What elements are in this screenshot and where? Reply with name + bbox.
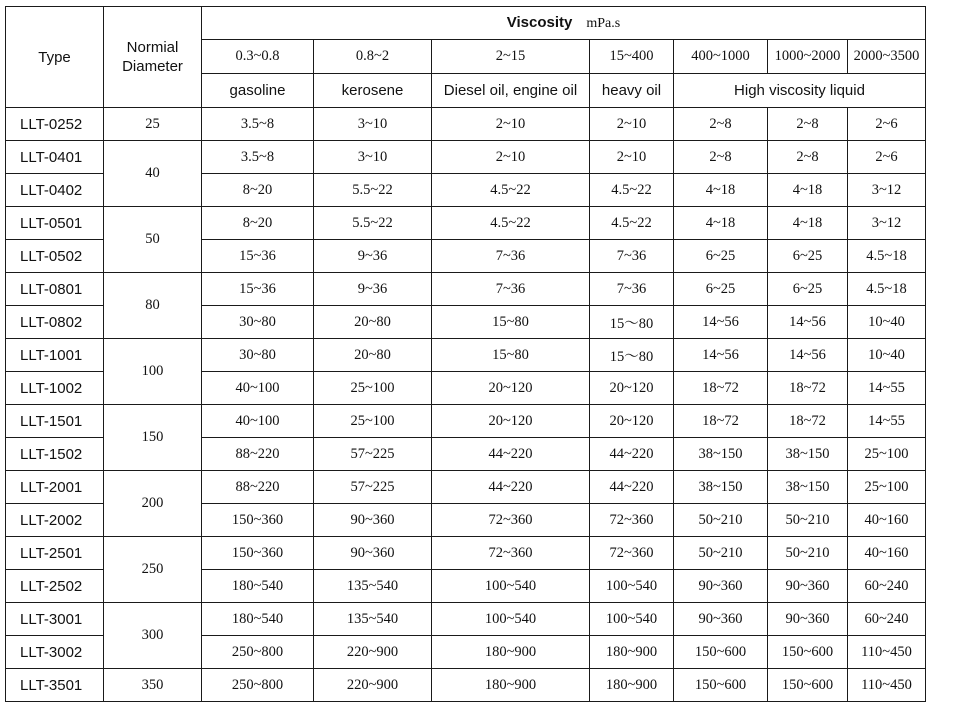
value-cell: 100~540	[432, 603, 590, 636]
value-cell: 72~360	[432, 504, 590, 537]
value-cell: 14~56	[768, 306, 848, 339]
value-cell: 150~600	[674, 636, 768, 669]
value-cell: 2~10	[432, 108, 590, 141]
value-cell: 50~210	[674, 504, 768, 537]
value-cell: 2~8	[674, 108, 768, 141]
value-cell: 90~360	[768, 603, 848, 636]
value-cell: 2~10	[432, 141, 590, 174]
type-cell: LLT-0801	[6, 273, 104, 306]
table-row	[6, 669, 926, 702]
value-cell: 40~160	[848, 537, 926, 570]
value-cell: 180~900	[432, 636, 590, 669]
range-header: 400~1000	[674, 40, 768, 74]
type-cell: LLT-2002	[6, 504, 104, 537]
viscosity-header	[202, 7, 926, 40]
value-cell: 2~6	[848, 141, 926, 174]
value-cell: 4~18	[768, 207, 848, 240]
value-cell: 88~220	[202, 438, 314, 471]
table-row	[6, 603, 926, 636]
value-cell: 72~360	[590, 537, 674, 570]
value-cell: 250~800	[202, 636, 314, 669]
type-cell: LLT-0401	[6, 141, 104, 174]
type-cell: LLT-0252	[6, 108, 104, 141]
table-row	[6, 273, 926, 306]
value-cell: 90~360	[674, 603, 768, 636]
type-cell: LLT-0502	[6, 240, 104, 273]
value-cell: 2~8	[768, 141, 848, 174]
value-cell: 7~36	[590, 273, 674, 306]
value-cell: 14~56	[768, 339, 848, 372]
value-cell: 90~360	[314, 537, 432, 570]
value-cell: 135~540	[314, 603, 432, 636]
type-cell: LLT-1502	[6, 438, 104, 471]
value-cell: 135~540	[314, 570, 432, 603]
value-cell: 3~10	[314, 141, 432, 174]
type-cell: LLT-3001	[6, 603, 104, 636]
value-cell: 60~240	[848, 570, 926, 603]
value-cell: 8~20	[202, 174, 314, 207]
value-cell: 150~600	[768, 669, 848, 702]
value-cell: 44~220	[590, 438, 674, 471]
type-cell: LLT-0802	[6, 306, 104, 339]
value-cell: 4.5~22	[590, 207, 674, 240]
value-cell: 4.5~18	[848, 240, 926, 273]
table-row	[6, 141, 926, 174]
value-cell: 6~25	[768, 240, 848, 273]
value-cell: 3.5~8	[202, 141, 314, 174]
value-cell: 57~225	[314, 471, 432, 504]
value-cell: 15～80	[590, 339, 674, 372]
table-row	[6, 207, 926, 240]
value-cell: 4.5~18	[848, 273, 926, 306]
value-cell: 2~8	[768, 108, 848, 141]
value-cell: 25~100	[848, 471, 926, 504]
value-cell: 14~55	[848, 372, 926, 405]
medium-header: kerosene	[314, 74, 432, 108]
value-cell: 10~40	[848, 339, 926, 372]
value-cell: 15~36	[202, 273, 314, 306]
value-cell: 4~18	[674, 207, 768, 240]
range-header: 1000~2000	[768, 40, 848, 74]
value-cell: 7~36	[590, 240, 674, 273]
value-cell: 50~210	[768, 504, 848, 537]
type-cell: LLT-2501	[6, 537, 104, 570]
diameter-cell: 80	[104, 273, 202, 339]
value-cell: 20~120	[432, 372, 590, 405]
medium-header: heavy oil	[590, 74, 674, 108]
medium-header: gasoline	[202, 74, 314, 108]
type-cell: LLT-2502	[6, 570, 104, 603]
value-cell: 6~25	[768, 273, 848, 306]
value-cell: 90~360	[314, 504, 432, 537]
value-cell: 18~72	[674, 405, 768, 438]
table-row	[6, 537, 926, 570]
value-cell: 90~360	[768, 570, 848, 603]
range-header: 0.3~0.8	[202, 40, 314, 74]
table-body	[6, 108, 926, 702]
value-cell: 3~10	[314, 108, 432, 141]
range-header: 15~400	[590, 40, 674, 74]
value-cell: 20~80	[314, 339, 432, 372]
value-cell: 110~450	[848, 636, 926, 669]
value-cell: 40~160	[848, 504, 926, 537]
value-cell: 2~10	[590, 108, 674, 141]
value-cell: 220~900	[314, 636, 432, 669]
value-cell: 180~540	[202, 570, 314, 603]
value-cell: 4.5~22	[432, 207, 590, 240]
value-cell: 7~36	[432, 273, 590, 306]
value-cell: 9~36	[314, 273, 432, 306]
value-cell: 72~360	[590, 504, 674, 537]
value-cell: 110~450	[848, 669, 926, 702]
value-cell: 7~36	[432, 240, 590, 273]
value-cell: 6~25	[674, 273, 768, 306]
value-cell: 180~900	[590, 636, 674, 669]
value-cell: 4~18	[674, 174, 768, 207]
value-cell: 25~100	[314, 405, 432, 438]
table-row	[6, 108, 926, 141]
value-cell: 8~20	[202, 207, 314, 240]
value-cell: 3~12	[848, 207, 926, 240]
value-cell: 4~18	[768, 174, 848, 207]
diameter-cell: 300	[104, 603, 202, 669]
value-cell: 250~800	[202, 669, 314, 702]
value-cell: 38~150	[768, 438, 848, 471]
value-cell: 30~80	[202, 306, 314, 339]
diameter-cell: 250	[104, 537, 202, 603]
value-cell: 3.5~8	[202, 108, 314, 141]
value-cell: 38~150	[768, 471, 848, 504]
value-cell: 60~240	[848, 603, 926, 636]
value-cell: 10~40	[848, 306, 926, 339]
value-cell: 5.5~22	[314, 207, 432, 240]
value-cell: 18~72	[768, 372, 848, 405]
type-cell: LLT-0402	[6, 174, 104, 207]
value-cell: 15~80	[432, 306, 590, 339]
value-cell: 38~150	[674, 471, 768, 504]
value-cell: 88~220	[202, 471, 314, 504]
value-cell: 15～80	[590, 306, 674, 339]
value-cell: 4.5~22	[590, 174, 674, 207]
value-cell: 180~540	[202, 603, 314, 636]
table-row	[6, 471, 926, 504]
type-cell: LLT-1002	[6, 372, 104, 405]
value-cell: 15~36	[202, 240, 314, 273]
value-cell: 180~900	[590, 669, 674, 702]
type-cell: LLT-2001	[6, 471, 104, 504]
value-cell: 44~220	[432, 438, 590, 471]
diameter-cell: 50	[104, 207, 202, 273]
value-cell: 72~360	[432, 537, 590, 570]
value-cell: 2~10	[590, 141, 674, 174]
medium-header: Diesel oil, engine oil	[432, 74, 590, 108]
value-cell: 14~56	[674, 306, 768, 339]
viscosity-unit: mPa.s	[586, 16, 621, 31]
viscosity-title: Viscosity	[506, 14, 573, 31]
type-cell: LLT-0501	[6, 207, 104, 240]
value-cell: 5.5~22	[314, 174, 432, 207]
type-header: Type	[6, 7, 104, 108]
value-cell: 50~210	[768, 537, 848, 570]
value-cell: 220~900	[314, 669, 432, 702]
value-cell: 9~36	[314, 240, 432, 273]
value-cell: 20~80	[314, 306, 432, 339]
diameter-cell: 25	[104, 108, 202, 141]
value-cell: 150~600	[674, 669, 768, 702]
diameter-cell: 350	[104, 669, 202, 702]
value-cell: 150~600	[768, 636, 848, 669]
value-cell: 50~210	[674, 537, 768, 570]
value-cell: 20~120	[590, 405, 674, 438]
value-cell: 38~150	[674, 438, 768, 471]
diameter-cell: 150	[104, 405, 202, 471]
value-cell: 14~55	[848, 405, 926, 438]
value-cell: 6~25	[674, 240, 768, 273]
table-row	[6, 405, 926, 438]
medium-header: High viscosity liquid	[674, 74, 926, 108]
value-cell: 15~80	[432, 339, 590, 372]
value-cell: 25~100	[314, 372, 432, 405]
value-cell: 4.5~22	[432, 174, 590, 207]
value-cell: 2~6	[848, 108, 926, 141]
viscosity-table	[5, 6, 926, 702]
value-cell: 3~12	[848, 174, 926, 207]
value-cell: 2~8	[674, 141, 768, 174]
value-cell: 44~220	[590, 471, 674, 504]
value-cell: 100~540	[590, 570, 674, 603]
value-cell: 25~100	[848, 438, 926, 471]
value-cell: 40~100	[202, 372, 314, 405]
value-cell: 150~360	[202, 537, 314, 570]
value-cell: 40~100	[202, 405, 314, 438]
type-cell: LLT-3002	[6, 636, 104, 669]
table-row	[6, 339, 926, 372]
diameter-header: Normial Diameter	[104, 7, 202, 108]
value-cell: 57~225	[314, 438, 432, 471]
value-cell: 14~56	[674, 339, 768, 372]
value-cell: 150~360	[202, 504, 314, 537]
value-cell: 18~72	[768, 405, 848, 438]
value-cell: 180~900	[432, 669, 590, 702]
value-cell: 18~72	[674, 372, 768, 405]
value-cell: 100~540	[590, 603, 674, 636]
value-cell: 20~120	[432, 405, 590, 438]
diameter-cell: 40	[104, 141, 202, 207]
range-header: 2~15	[432, 40, 590, 74]
type-cell: LLT-3501	[6, 669, 104, 702]
type-cell: LLT-1501	[6, 405, 104, 438]
diameter-cell: 100	[104, 339, 202, 405]
value-cell: 30~80	[202, 339, 314, 372]
value-cell: 90~360	[674, 570, 768, 603]
range-header: 0.8~2	[314, 40, 432, 74]
value-cell: 44~220	[432, 471, 590, 504]
diameter-cell: 200	[104, 471, 202, 537]
range-header: 2000~3500	[848, 40, 926, 74]
value-cell: 20~120	[590, 372, 674, 405]
value-cell: 100~540	[432, 570, 590, 603]
type-cell: LLT-1001	[6, 339, 104, 372]
